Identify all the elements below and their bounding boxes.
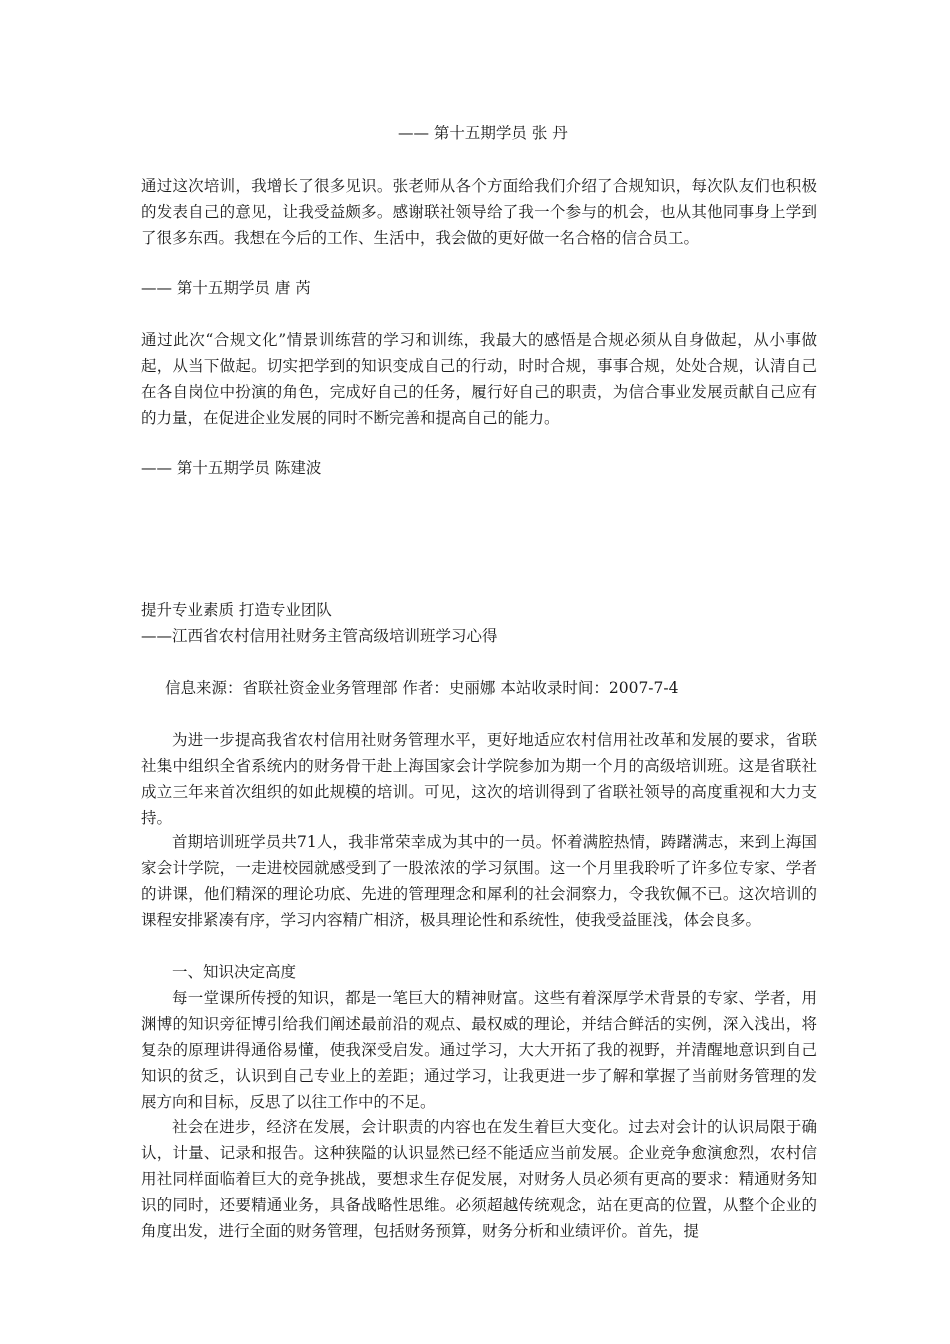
testimonial-paragraph-2: 通过此次“合规文化”情景训练营的学习和训练，我最大的感悟是合规必须从自身做起，从小事做起，从当下做起。切实把学到的知识变成自己的行动，时时合规，事事合规，处处合规，认清自己在各自岗位中扮演的角色，完成好自己的任务，履行好自己的职责，为信合事业发展贡献自己应有的力量，在促进企业发展的同时不断完善和提高自己的能力。 xyxy=(141,331,817,427)
signature-tang-rui: —— 第十五期学员 唐 芮 xyxy=(141,279,311,297)
section-heading-1: 一、知识决定高度 xyxy=(172,963,297,981)
article-paragraph-4: 社会在进步，经济在发展，会计职责的内容也在发生着巨大变化。过去对会计的认识局限于确认，计量、记录和报告。这种狭隘的认识显然已经不能适应当前发展。企业竞争愈演愈烈，农村信用社同样面临着巨大的竞争挑战，要想求生存促发展，对财务人员必须有更高的要求：精通财务知识的同时，还要精通业务，具备战略性思维。必须超越传统观念，站在更高的位置，从整个企业的角度出发，进行全面的财务管理，包括财务预算，财务分析和业绩评价。首先，提 xyxy=(141,1118,817,1240)
article-paragraph-3: 每一堂课所传授的知识，都是一笔巨大的精神财富。这些有着深厚学术背景的专家、学者，用渊博的知识旁征博引给我们阐述最前沿的观点、最权威的理论，并结合鲜活的实例，深入浅出，将复杂的原理讲得通俗易懂，使我深受启发。通过学习，大大开拓了我的视野，并清醒地意识到自己知识的贫乏，认识到自己专业上的差距；通过学习，让我更进一步了解和掌握了当前财务管理的发展方向和目标，反思了以往工作中的不足。 xyxy=(141,989,817,1111)
article-meta: 信息来源：省联社资金业务管理部 作者：史丽娜 本站收录时间：2007-7-4 xyxy=(165,679,679,697)
signature-chen-jianbo: —— 第十五期学员 陈建波 xyxy=(141,459,322,477)
signature-zhang-dan: —— 第十五期学员 张 丹 xyxy=(398,124,568,142)
article-title: 提升专业素质 打造专业团队 xyxy=(141,601,332,619)
testimonial-paragraph-1: 通过这次培训，我增长了很多见识。张老师从各个方面给我们介绍了合规知识，每次队友们也积极的发表自己的意见，让我受益颇多。感谢联社领导给了我一个参与的机会，也从其他同事身上学到了很多东西。我想在今后的工作、生活中，我会做的更好做一名合格的信合员工。 xyxy=(141,177,817,247)
article-subtitle: ——江西省农村信用社财务主管高级培训班学习心得 xyxy=(141,627,498,645)
article-paragraph-1: 为进一步提高我省农村信用社财务管理水平，更好地适应农村信用社改革和发展的要求，省联社集中组织全省系统内的财务骨干赴上海国家会计学院参加为期一个月的高级培训班。这是省联社成立三年来首次组织的如此规模的培训。可见，这次的培训得到了省联社领导的高度重视和大力支持。 xyxy=(141,731,817,827)
article-paragraph-2: 首期培训班学员共71人，我非常荣幸成为其中的一员。怀着满腔热情，踌躇满志，来到上海国家会计学院，一走进校园就感受到了一股浓浓的学习氛围。这一个月里我聆听了许多位专家、学者的讲课，他们精深的理论功底、先进的管理理念和犀利的社会洞察力，令我钦佩不已。这次培训的课程安排紧凑有序，学习内容精广相济，极具理论性和系统性，使我受益匪浅，体会良多。 xyxy=(141,833,817,929)
